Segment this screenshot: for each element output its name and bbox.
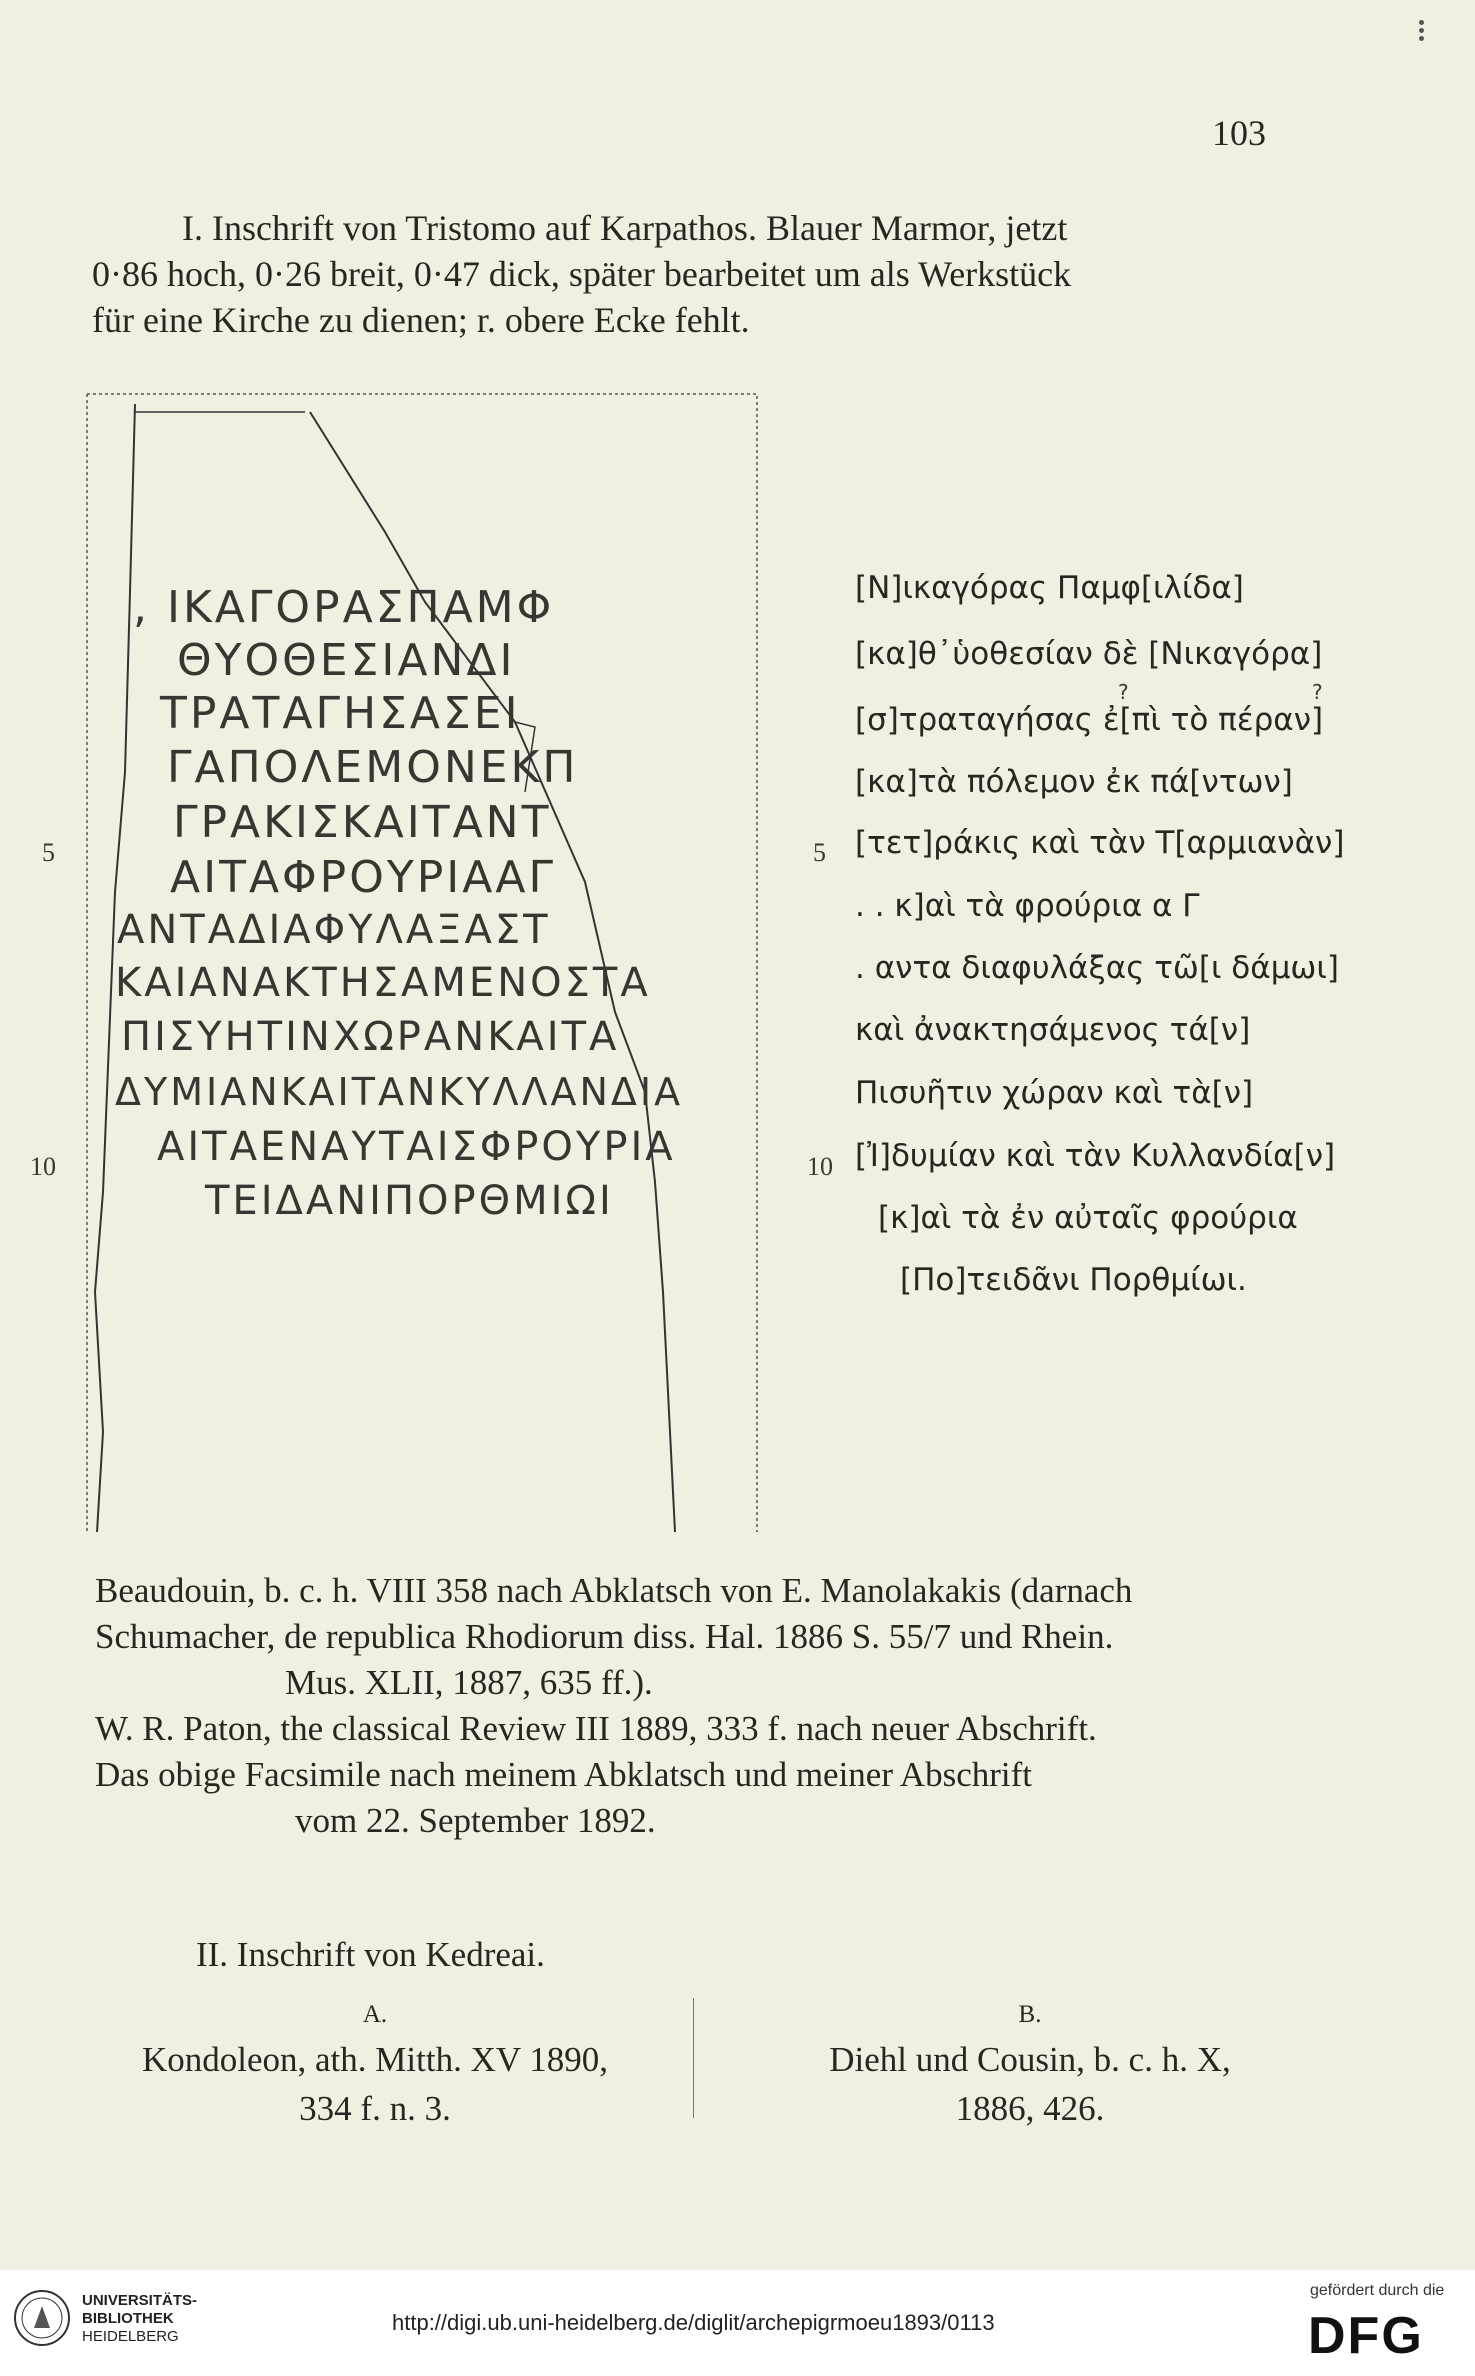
column-text: 1886, 426. [955, 2089, 1105, 2128]
library-name-line: BIBLIOTHEK [82, 2310, 174, 2327]
reference-line: Das obige Facsimile nach meinem Abklatsch und meiner Abschrift [95, 1755, 1033, 1794]
transcription-line: . . κ]αὶ τὰ φρούρια α Γ [855, 888, 1200, 924]
funded-by-label: gefördert durch die [1310, 2282, 1445, 2299]
column-text: 334 f. n. 3. [299, 2089, 451, 2128]
facsimile-line: ΑΙΤΑΦΡΟΥΡΙΑΑΓ [170, 852, 556, 903]
transcription-line: [κ]αὶ τὰ ἐν αὐταῖς φρούρια [878, 1200, 1298, 1236]
library-name [82, 2292, 197, 2346]
column-label: B. [1018, 2001, 1042, 2028]
transcription-line: [κα]θ᾽ὑοθεσίαν δὲ [Νικαγόρα] [855, 636, 1323, 672]
transcription-line: . αντα διαφυλάξας τῶ[ι δάμωι] [855, 950, 1339, 986]
column-divider [693, 1998, 694, 2118]
facsimile-line: ΑΙΤΑΕΝΑΥΤΑΙΣΦΡΟΥΡΙΑ [157, 1124, 676, 1170]
facsimile-line-number: 5 [42, 838, 55, 867]
heading-line: I. Inschrift von Tristomo auf Karpathos. Blauer Marmor, jetzt [182, 208, 1068, 248]
reference-line: Mus. XLII, 1887, 635 ff.). [285, 1663, 653, 1702]
footer-bar [0, 2270, 1475, 2376]
transcription-line-number: 5 [813, 838, 826, 867]
uncertain-reading-mark: ? [1118, 680, 1129, 704]
reference-line: Schumacher, de republica Rhodiorum diss. Hal. 1886 S. 55/7 und Rhein. [95, 1617, 1114, 1656]
column-text: Kondoleon, ath. Mitth. XV 1890, [141, 2040, 608, 2079]
column-label: A. [362, 2001, 388, 2028]
library-name-line: UNIVERSITÄTS- [82, 2292, 198, 2309]
transcription-line-number: 10 [807, 1152, 833, 1181]
library-name-line: HEIDELBERG [82, 2328, 179, 2345]
transcription-line: [Ν]ικαγόρας Παμφ[ιλίδα] [855, 570, 1244, 606]
transcription-line: καὶ ἀνακτησάμενος τά[ν] [855, 1012, 1251, 1048]
more-options-icon[interactable] [1410, 20, 1432, 42]
facsimile-line: ΚΑΙΑΝΑΚΤΗΣΑΜΕΝΟΣΤΑ [115, 960, 651, 1006]
facsimile-line: ΓΡΑΚΙΣΚΑΙΤΑΝΤ [173, 797, 552, 848]
bibliography [95, 1568, 1325, 1844]
heading-line: 0·86 hoch, 0·26 breit, 0·47 dick, später bearbeitet um als Werkstück [92, 254, 1072, 294]
facsimile-line: ΤΕΙΔΑΝΙΠΟΡΘΜΙΩΙ [205, 1178, 614, 1224]
column-text: Diehl und Cousin, b. c. h. X, [829, 2040, 1231, 2079]
reference-line: W. R. Paton, the classical Review III 1889, 333 f. nach neuer Abschrift. [95, 1709, 1097, 1748]
uncertain-reading-mark: ? [1312, 680, 1323, 704]
facsimile-line: ΑΝΤΑΔΙΑΦΥΛΑΞΑΣΤ [117, 907, 551, 953]
transcription-line: [τετ]ράκις καὶ τὰν Τ[αρμιανὰν] [855, 825, 1345, 861]
transcription-line: Πισυῆτιν χώραν καὶ τὰ[ν] [855, 1075, 1254, 1111]
heading-line: für eine Kirche zu dienen; r. obere Ecke fehlt. [92, 300, 750, 340]
transcription-line: [κα]τὰ πόλεμον ἐκ πά[ντων] [855, 764, 1293, 800]
university-seal-icon [12, 2288, 72, 2348]
column-a [95, 1995, 655, 2133]
transcription-line: [Ἰ]δυμίαν καὶ τὰν Κυλλανδία[ν] [855, 1138, 1336, 1174]
transcription-line: [Πο]τειδᾶνι Πορθμίωι. [900, 1262, 1247, 1298]
column-b [720, 1995, 1340, 2133]
facsimile-line: ΤΡΑΤΑΓΗΣΑΣΕΙ [160, 688, 521, 739]
facsimile-line: ΔΥΜΙΑΝΚΑΙΤΑΝΚΥΛΛΑΝΔΙΑ [115, 1070, 684, 1114]
transcription-line: [σ]τραταγήσας ἐ[πὶ τὸ πέραν] [855, 702, 1324, 738]
facsimile-line: ΓΑΠΟΛΕΜΟΝΕΚΠ [167, 742, 579, 793]
page-number: 103 [1212, 113, 1266, 153]
dfg-logo: DFG [1308, 2307, 1424, 2365]
facsimile-line: , ΙΚΑΓΟΡΑΣΠΑΜΦ [133, 582, 555, 633]
reference-line: Beaudouin, b. c. h. VIII 358 nach Abklatsch von E. Manolakakis (darnach [95, 1571, 1133, 1610]
facsimile-line: ΠΙΣΥΗΤΙΝΧΩΡΑΝΚΑΙΤΑ [121, 1014, 620, 1060]
inscription-heading [92, 205, 1272, 343]
section-title: II. Inschrift von Kedreai. [196, 1935, 545, 1974]
permalink[interactable]: http://digi.ub.uni-heidelberg.de/diglit/archepigrmoeu1893/0113 [392, 2310, 995, 2335]
facsimile-line-number: 10 [30, 1152, 56, 1181]
facsimile-line: ΘΥΟΘΕΣΙΑΝΔΙ [177, 635, 516, 686]
reference-line: vom 22. September 1892. [295, 1801, 656, 1840]
inscription-facsimile [85, 392, 765, 1532]
